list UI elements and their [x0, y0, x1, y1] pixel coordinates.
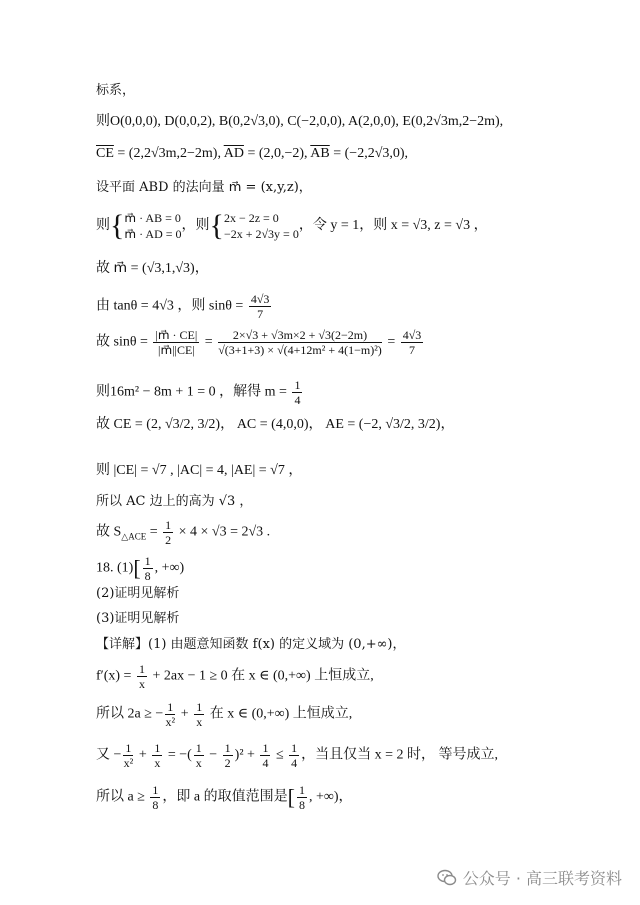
wechat-icon — [437, 868, 457, 888]
watermark — [437, 866, 622, 889]
text-line-7: 由 tanθ = 4√3 ，则 sinθ = $\frac{4√3}{7}$ — [96, 292, 270, 321]
text-line-6: 故 m⃗ = (√3,1,√3)， — [96, 261, 209, 276]
text-line-5-system: 则{ m⃗ · AB = 0 m⃗ · AD = 0 ，则{ 2x − 2z = 0 −2x + 2√3y = 0 ，令 y = 1，则 x = √3, z = √3 ， — [96, 209, 488, 242]
text-line-10: 故 CE = (2, √3/2, 3/2)， AC = (4,0,0)， AE = (−2, √3/2, 3/2)， — [96, 417, 455, 432]
text-line-18-derivative: f′(x) = $\frac{1}{x}$ + 2ax − 1 ≥ 0 在 x ∈ (0,+∞) 上恒成立, — [96, 662, 374, 691]
text-line-14-answer: 18. (1)[ $\frac{1}{8}$ , +∞) — [96, 554, 185, 583]
text-line-1: 标系， — [96, 83, 136, 98]
text-line-16: (3)证明见解析 — [96, 611, 180, 626]
text-line-19: 所以 2a ≥ − $\frac{1}{\text{x²}}$ + $\frac{1}{x}$ 在 x ∈ (0,+∞) 上恒成立, — [96, 700, 353, 729]
text-line-12: 所以 AC 边上的高为 √3 ， — [96, 494, 253, 509]
watermark-text: 公众号 · 高三联考资料 — [462, 869, 622, 888]
text-line-9: 则16m² − 8m + 1 = 0 ，解得 m = $\frac{1}{4}$ — [96, 378, 301, 407]
text-line-4: 设平面 ABD 的法向量 m⃗ = (x,y,z)， — [96, 180, 312, 195]
text-line-21: 所以 a ≥ $\frac{1}{8}$ ，即 a 的取值范围是[ $\frac{1}{8}$ , +∞)， — [96, 783, 353, 812]
text-line-2: 则O(0,0,0), D(0,0,2), B(0,2√3,0), C(−2,0,0), A(2,0,0), E(0,2√3m,2−2m), — [96, 114, 504, 129]
text-line-11: 则 |CE| = √7 , |AC| = 4, |AE| = √7 ， — [96, 463, 303, 478]
text-line-20: 又 − $\frac{1}{\text{x²}}$ + $\frac{1}{x}$ = −( $\frac{1}{x}$ − $\frac{1}{2}$ )² + $\frac{1}{4}$ ≤ $\frac{1}{4}$ ，当且仅当 x = 2 时， 等号成立, — [96, 741, 499, 770]
text-line-8-sin-formula: 故 sinθ = $\frac{|m⃗ \cdot CE|}{|m⃗||CE|}$ = $\frac{2\times√3 + √3m\times 2 + √3(2-2m)}{\text{√(3+1+3) × √(4+12m² + 4(1−m)²)}}$ = $\frac{4√3}{7}$ — [96, 328, 422, 357]
text-line-13-area: 故 $S_{\triangle ACE}$ = $\frac{1}{2}$ × 4 × √3 = 2√3 . — [96, 518, 271, 547]
text-line-17: 【详解】(1) 由题意知函数 f(x) 的定义域为 (0,+∞)， — [96, 637, 406, 652]
text-line-3: $\overline{CE} = (2,2√3m,2-2m)$, $\overline{AD} = (2,0,-2)$, $\overline{AB} = (-2,2√3,0)$, — [96, 146, 409, 161]
text-line-15: (2)证明见解析 — [96, 586, 180, 601]
